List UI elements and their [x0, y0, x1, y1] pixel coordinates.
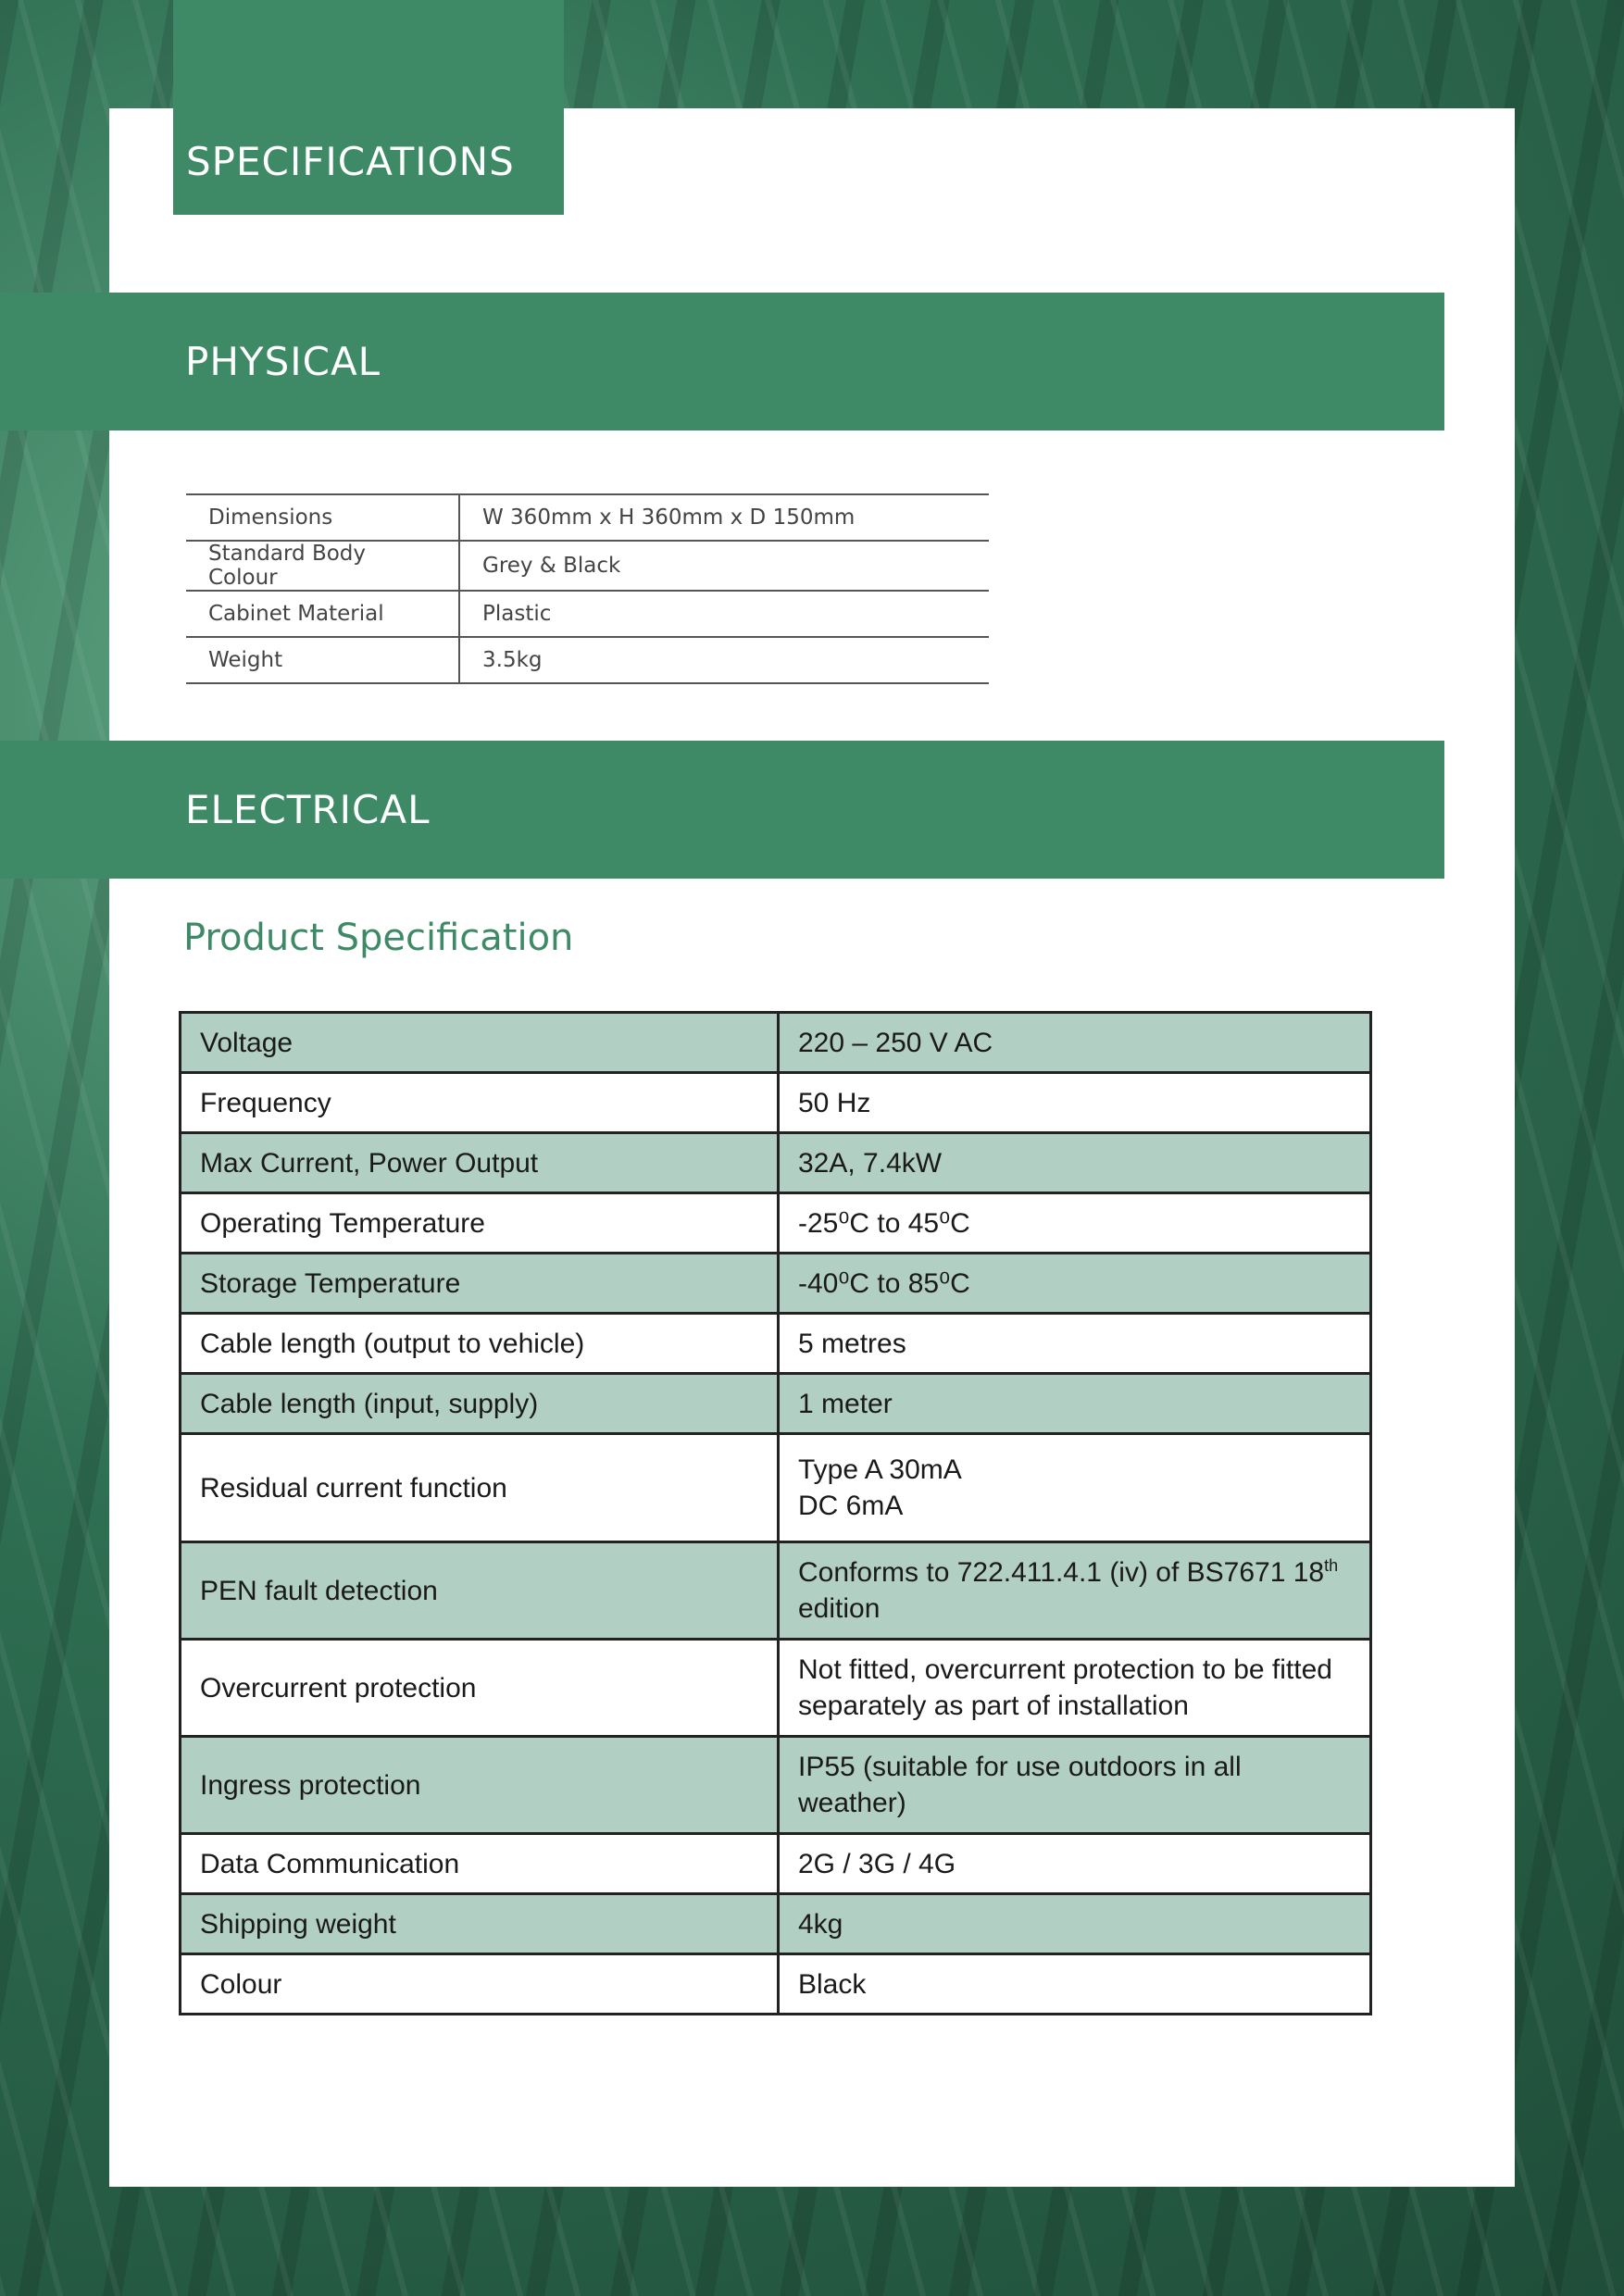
row-value: Plastic [459, 591, 989, 637]
row-label: Residual current function [181, 1434, 779, 1542]
table-row [181, 1542, 1371, 1640]
page-title: SPECIFICATIONS [186, 139, 515, 184]
table-row [181, 1073, 1371, 1133]
row-label: Cable length (input, supply) [181, 1374, 779, 1434]
row-value: Not fitted, overcurrent protection to be fitted separately as part of installation [779, 1640, 1371, 1737]
row-label: PEN fault detection [181, 1542, 779, 1640]
table-row [181, 1193, 1371, 1254]
row-label: Frequency [181, 1073, 779, 1133]
row-label: Cabinet Material [186, 591, 459, 637]
table-row [186, 494, 989, 541]
table-row [181, 1314, 1371, 1374]
table-row [181, 1894, 1371, 1954]
electrical-table [179, 1011, 1372, 2015]
row-label: Operating Temperature [181, 1193, 779, 1254]
value-line: edition [798, 1593, 881, 1624]
physical-header [0, 293, 1444, 430]
row-value: W 360mm x H 360mm x D 150mm [459, 494, 989, 541]
row-label: Shipping weight [181, 1894, 779, 1954]
table-row [181, 1434, 1371, 1542]
table-row [181, 1254, 1371, 1314]
superscript: th [1324, 1556, 1339, 1575]
row-value: -25⁰C to 45⁰C [779, 1193, 1371, 1254]
row-value: 32A, 7.4kW [779, 1133, 1371, 1193]
row-value: 4kg [779, 1894, 1371, 1954]
row-value: Black [779, 1954, 1371, 2015]
row-label: Ingress protection [181, 1737, 779, 1834]
electrical-header [0, 741, 1444, 879]
value-line: Type A 30mA [798, 1454, 962, 1485]
row-label: Overcurrent protection [181, 1640, 779, 1737]
table-row [181, 1013, 1371, 1073]
row-value [779, 1434, 1371, 1542]
section-title: ELECTRICAL [185, 787, 431, 832]
table-row [181, 1374, 1371, 1434]
physical-table [186, 493, 989, 684]
value-line: Conforms to 722.411.4.1 (iv) of BS7671 18 [798, 1557, 1325, 1588]
row-label: Dimensions [186, 494, 459, 541]
row-value [779, 1542, 1371, 1640]
row-value: 50 Hz [779, 1073, 1371, 1133]
section-title: PHYSICAL [185, 339, 381, 384]
row-value: Grey & Black [459, 541, 989, 591]
table-row [186, 541, 989, 591]
row-value: -40⁰C to 85⁰C [779, 1254, 1371, 1314]
row-label: Voltage [181, 1013, 779, 1073]
row-label: Data Communication [181, 1834, 779, 1894]
product-specification-title: Product Specification [183, 917, 574, 959]
value-line: DC 6mA [798, 1491, 904, 1521]
table-row [186, 591, 989, 637]
row-label: Colour [181, 1954, 779, 2015]
row-value: 2G / 3G / 4G [779, 1834, 1371, 1894]
specifications-tab [173, 0, 564, 215]
row-value: 3.5kg [459, 637, 989, 683]
row-label: Weight [186, 637, 459, 683]
row-label: Max Current, Power Output [181, 1133, 779, 1193]
row-value: 220 – 250 V AC [779, 1013, 1371, 1073]
row-value: 1 meter [779, 1374, 1371, 1434]
table-row [181, 1834, 1371, 1894]
table-row [186, 637, 989, 683]
row-label: Storage Temperature [181, 1254, 779, 1314]
row-label: Standard Body Colour [186, 541, 459, 591]
table-row [181, 1954, 1371, 2015]
table-row [181, 1737, 1371, 1834]
row-value: IP55 (suitable for use outdoors in all weather) [779, 1737, 1371, 1834]
row-value: 5 metres [779, 1314, 1371, 1374]
row-label: Cable length (output to vehicle) [181, 1314, 779, 1374]
table-row [181, 1640, 1371, 1737]
table-row [181, 1133, 1371, 1193]
